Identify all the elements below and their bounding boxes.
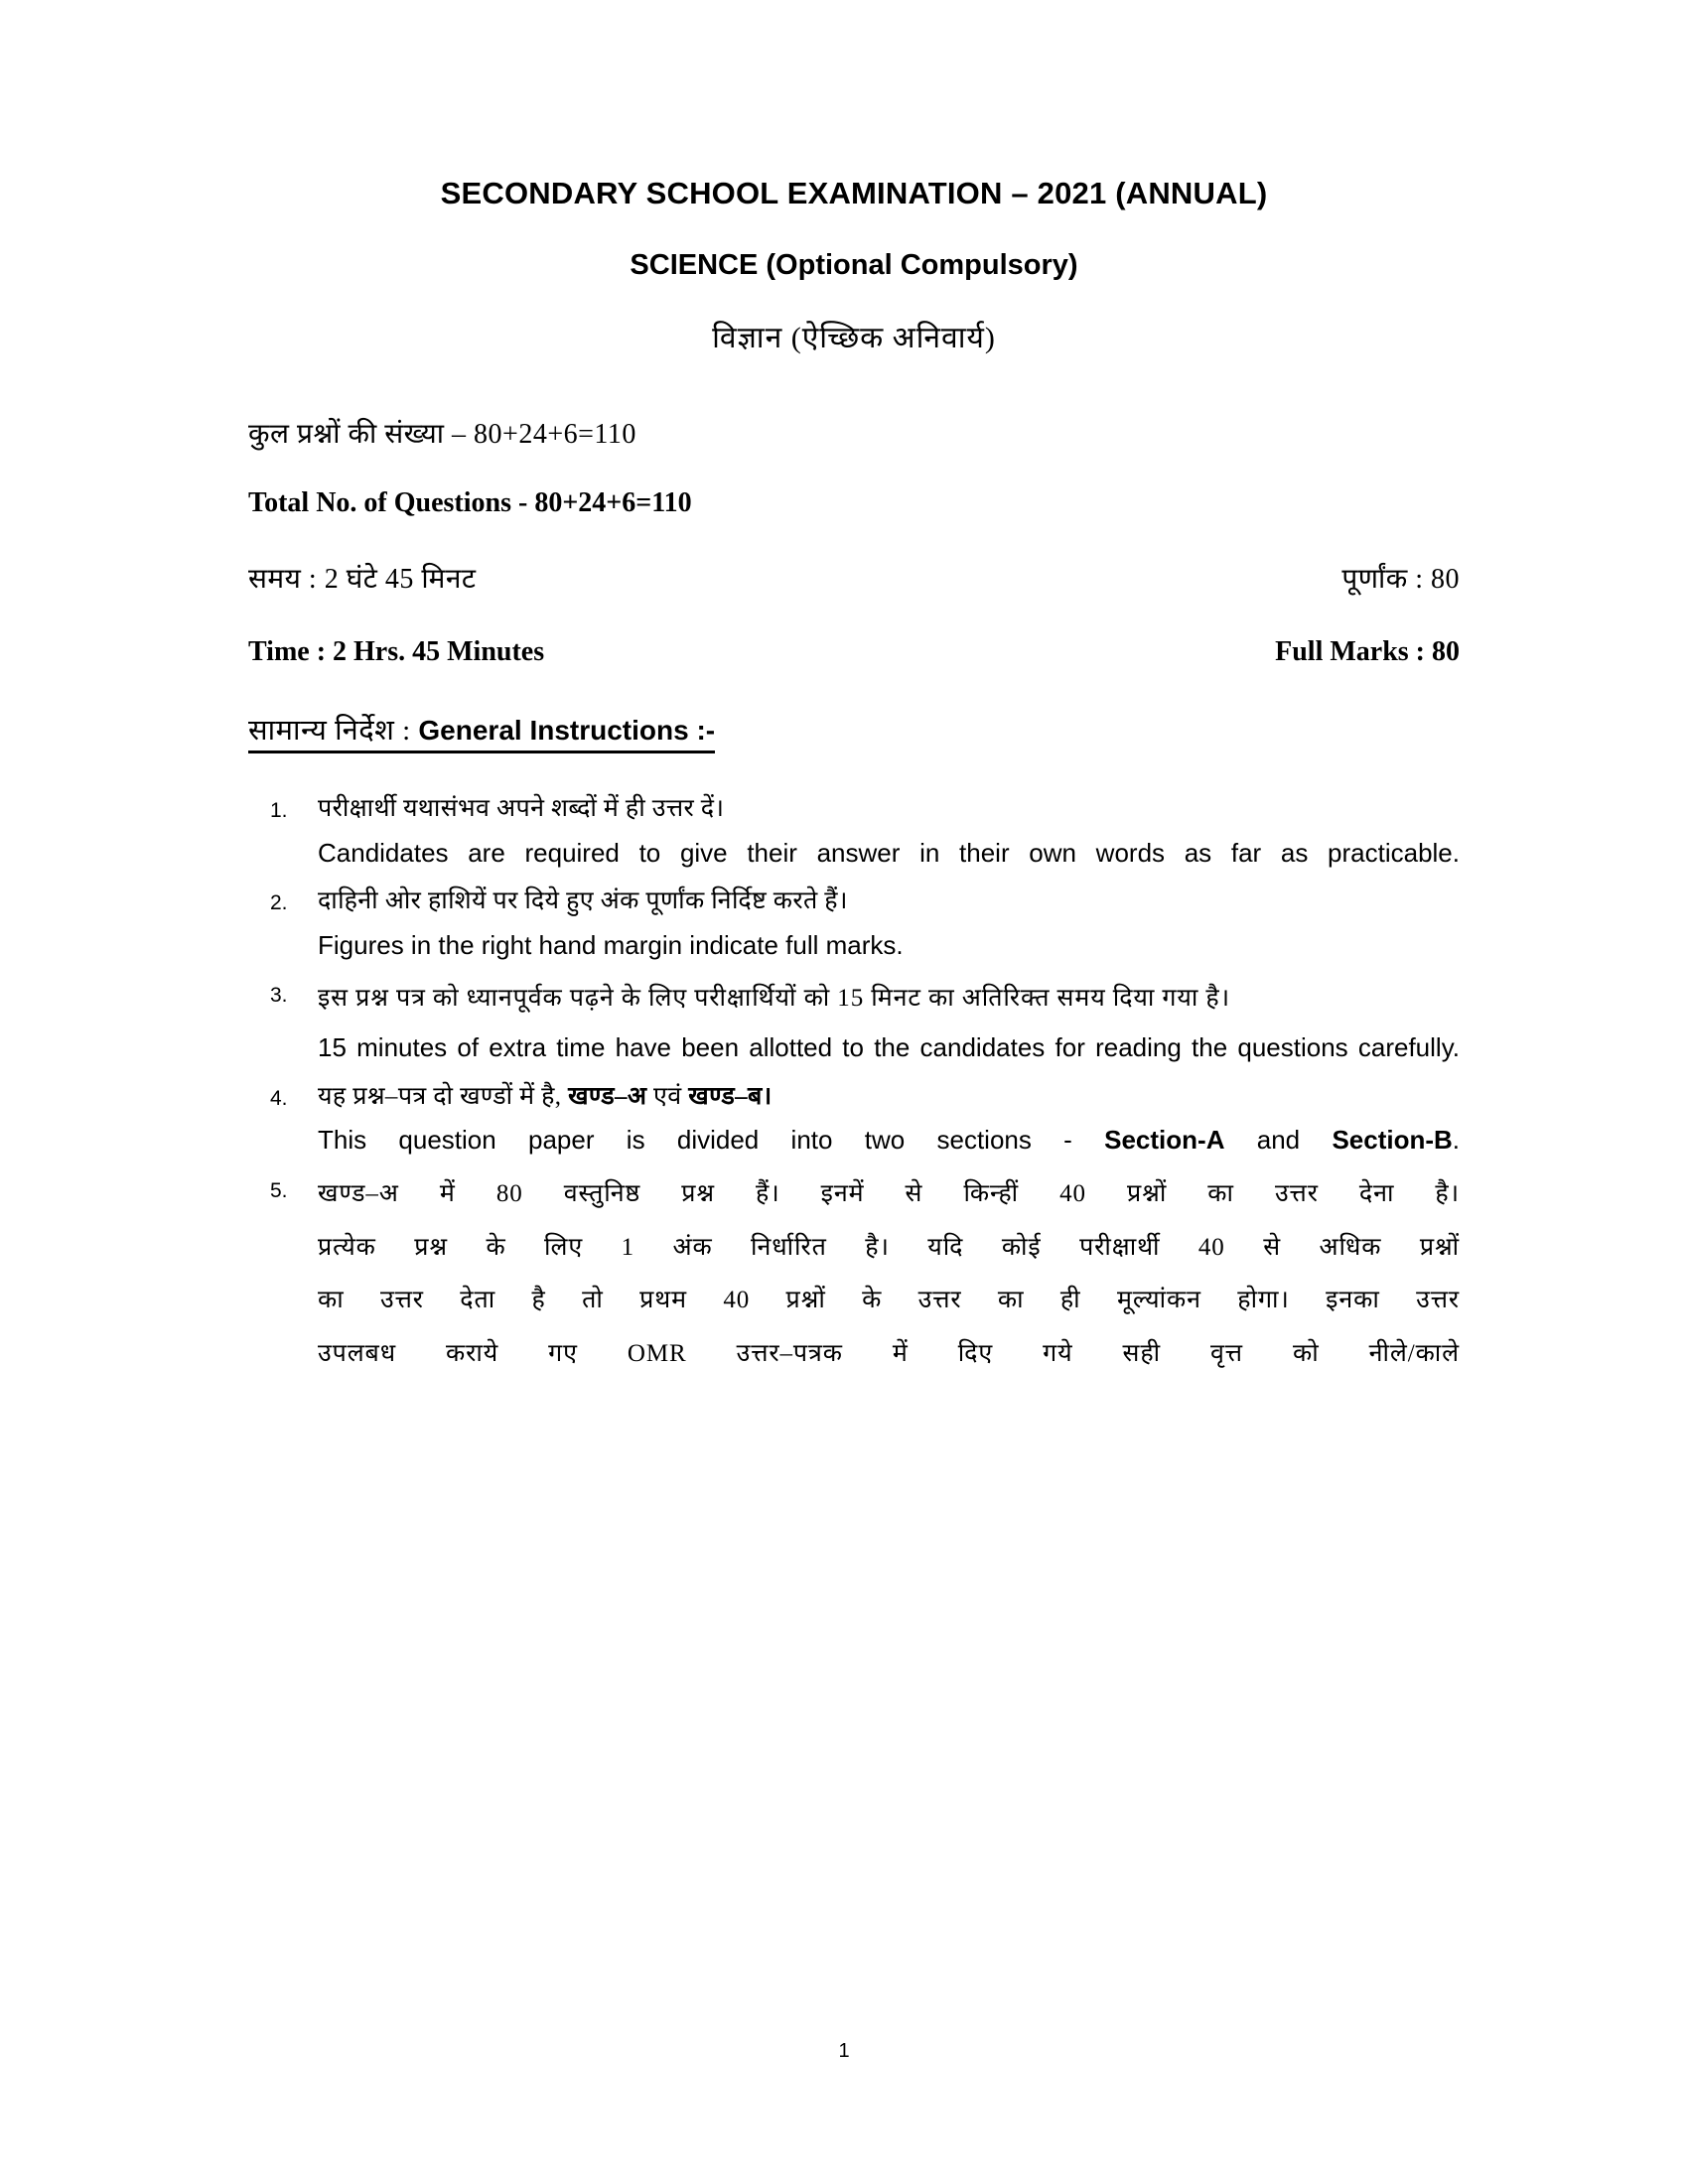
time-hindi: समय : 2 घंटे 45 मिनट: [248, 563, 477, 595]
instruction-hindi-line: प्रत्येक प्रश्न के लिए 1 अंक निर्धारित है। यदि कोई परीक्षार्थी 40 से अधिक प्रश्नों: [318, 1233, 1460, 1261]
subject-title-hindi: विज्ञान (ऐच्छिक अनिवार्य): [712, 321, 996, 354]
instruction-body: [318, 880, 1460, 968]
time-marks-english-row: [248, 636, 1460, 668]
time-marks-hindi-row: [248, 559, 1460, 597]
total-questions-english: Total No. of Questions - 80+24+6=110: [248, 486, 692, 518]
subject-title: SCIENCE (Optional Compulsory): [630, 249, 1078, 282]
page-content: [248, 0, 1460, 1385]
total-questions-english-row: [248, 487, 1460, 519]
instruction-body: [318, 1075, 1460, 1163]
general-instructions-heading-english: General Instructions :-: [418, 714, 716, 746]
instructions-list: [248, 787, 1460, 1381]
instruction-hindi-line: का उत्तर देता है तो प्रथम 40 प्रश्नों के उत्तर का ही मूल्यांकन होगा। इनका उत्तर: [318, 1287, 1460, 1314]
page-title: SECONDARY SCHOOL EXAMINATION – 2021 (ANNUAL): [440, 176, 1268, 210]
instruction-item: [248, 787, 1460, 876]
total-questions-hindi: कुल प्रश्नों की संख्या – 80+24+6=110: [248, 418, 636, 450]
instruction-number: 1.: [270, 798, 288, 822]
instruction-hindi-line: खण्ड–अ में 80 वस्तुनिष्ठ प्रश्न हैं। इनमें से किन्हीं 40 प्रश्नों का उत्तर देना है।: [318, 1179, 1460, 1207]
instruction-item: [248, 1075, 1460, 1163]
instruction-hindi-text: परीक्षार्थी यथासंभव अपने शब्दों में ही उत्तर दें।: [318, 794, 725, 822]
instruction-english-middle: and: [1224, 1125, 1333, 1156]
page-number: 1: [838, 2040, 850, 2062]
instruction-item: [248, 1167, 1460, 1381]
instruction-body: [318, 787, 1460, 876]
instruction-number: 3.: [270, 984, 288, 1008]
instruction-english-prefix: This question paper is divided into two sections -: [318, 1125, 1105, 1156]
section-a-label-hindi: खण्ड–अ: [568, 1082, 647, 1110]
section-b-label-hindi: खण्ड–ब।: [688, 1082, 773, 1110]
instruction-body: [318, 1167, 1460, 1381]
general-instructions-heading-hindi: सामान्य निर्देश :: [248, 714, 419, 747]
instruction-item: [248, 972, 1460, 1070]
instruction-number: 2.: [270, 891, 288, 915]
instruction-english-suffix: .: [1452, 1125, 1461, 1156]
instruction-english-text: Candidates are required to give their answer in their own words as far as practicable.: [318, 837, 1460, 868]
instruction-number: 5.: [270, 1178, 288, 1202]
general-instructions-heading: [248, 710, 715, 753]
instruction-english-text: 15 minutes of extra time have been allotted to the candidates for reading the questions carefully.: [318, 1032, 1460, 1063]
instruction-hindi-line: उपलबध कराये गए OMR उत्तर–पत्रक में दिए गये सही वृत्त को नीले/काले: [318, 1340, 1460, 1368]
instruction-english-text: Figures in the right hand margin indicate full marks.: [318, 929, 904, 960]
instruction-body: [318, 972, 1460, 1070]
instruction-hindi-text: दाहिनी ओर हाशियें पर दिये हुए अंक पूर्णांक निर्दिष्ट करते हैं।: [318, 887, 848, 915]
total-questions-hindi-row: [248, 414, 1460, 452]
full-marks-hindi: पूर्णांक : 80: [1341, 563, 1460, 595]
instruction-english-text: [318, 1118, 1460, 1163]
section-b-label-english: Section-B: [1332, 1125, 1453, 1156]
full-marks-english: Full Marks : 80: [1275, 635, 1460, 667]
instruction-item: [248, 880, 1460, 968]
section-a-label-english: Section-A: [1104, 1125, 1225, 1156]
instruction-number: 4.: [270, 1086, 288, 1110]
instruction-hindi-text: [318, 1075, 1460, 1119]
instruction-hindi-middle: एवं: [646, 1082, 689, 1110]
instruction-hindi-text: इस प्रश्न पत्र को ध्यानपूर्वक पढ़ने के लिए परीक्षार्थियों को 15 मिनट का अतिरिक्त समय दिया गया है।: [318, 985, 1230, 1013]
instruction-hindi-prefix: यह प्रश्न–पत्र दो खण्डों में है,: [318, 1082, 569, 1110]
time-english: Time : 2 Hrs. 45 Minutes: [248, 635, 545, 667]
